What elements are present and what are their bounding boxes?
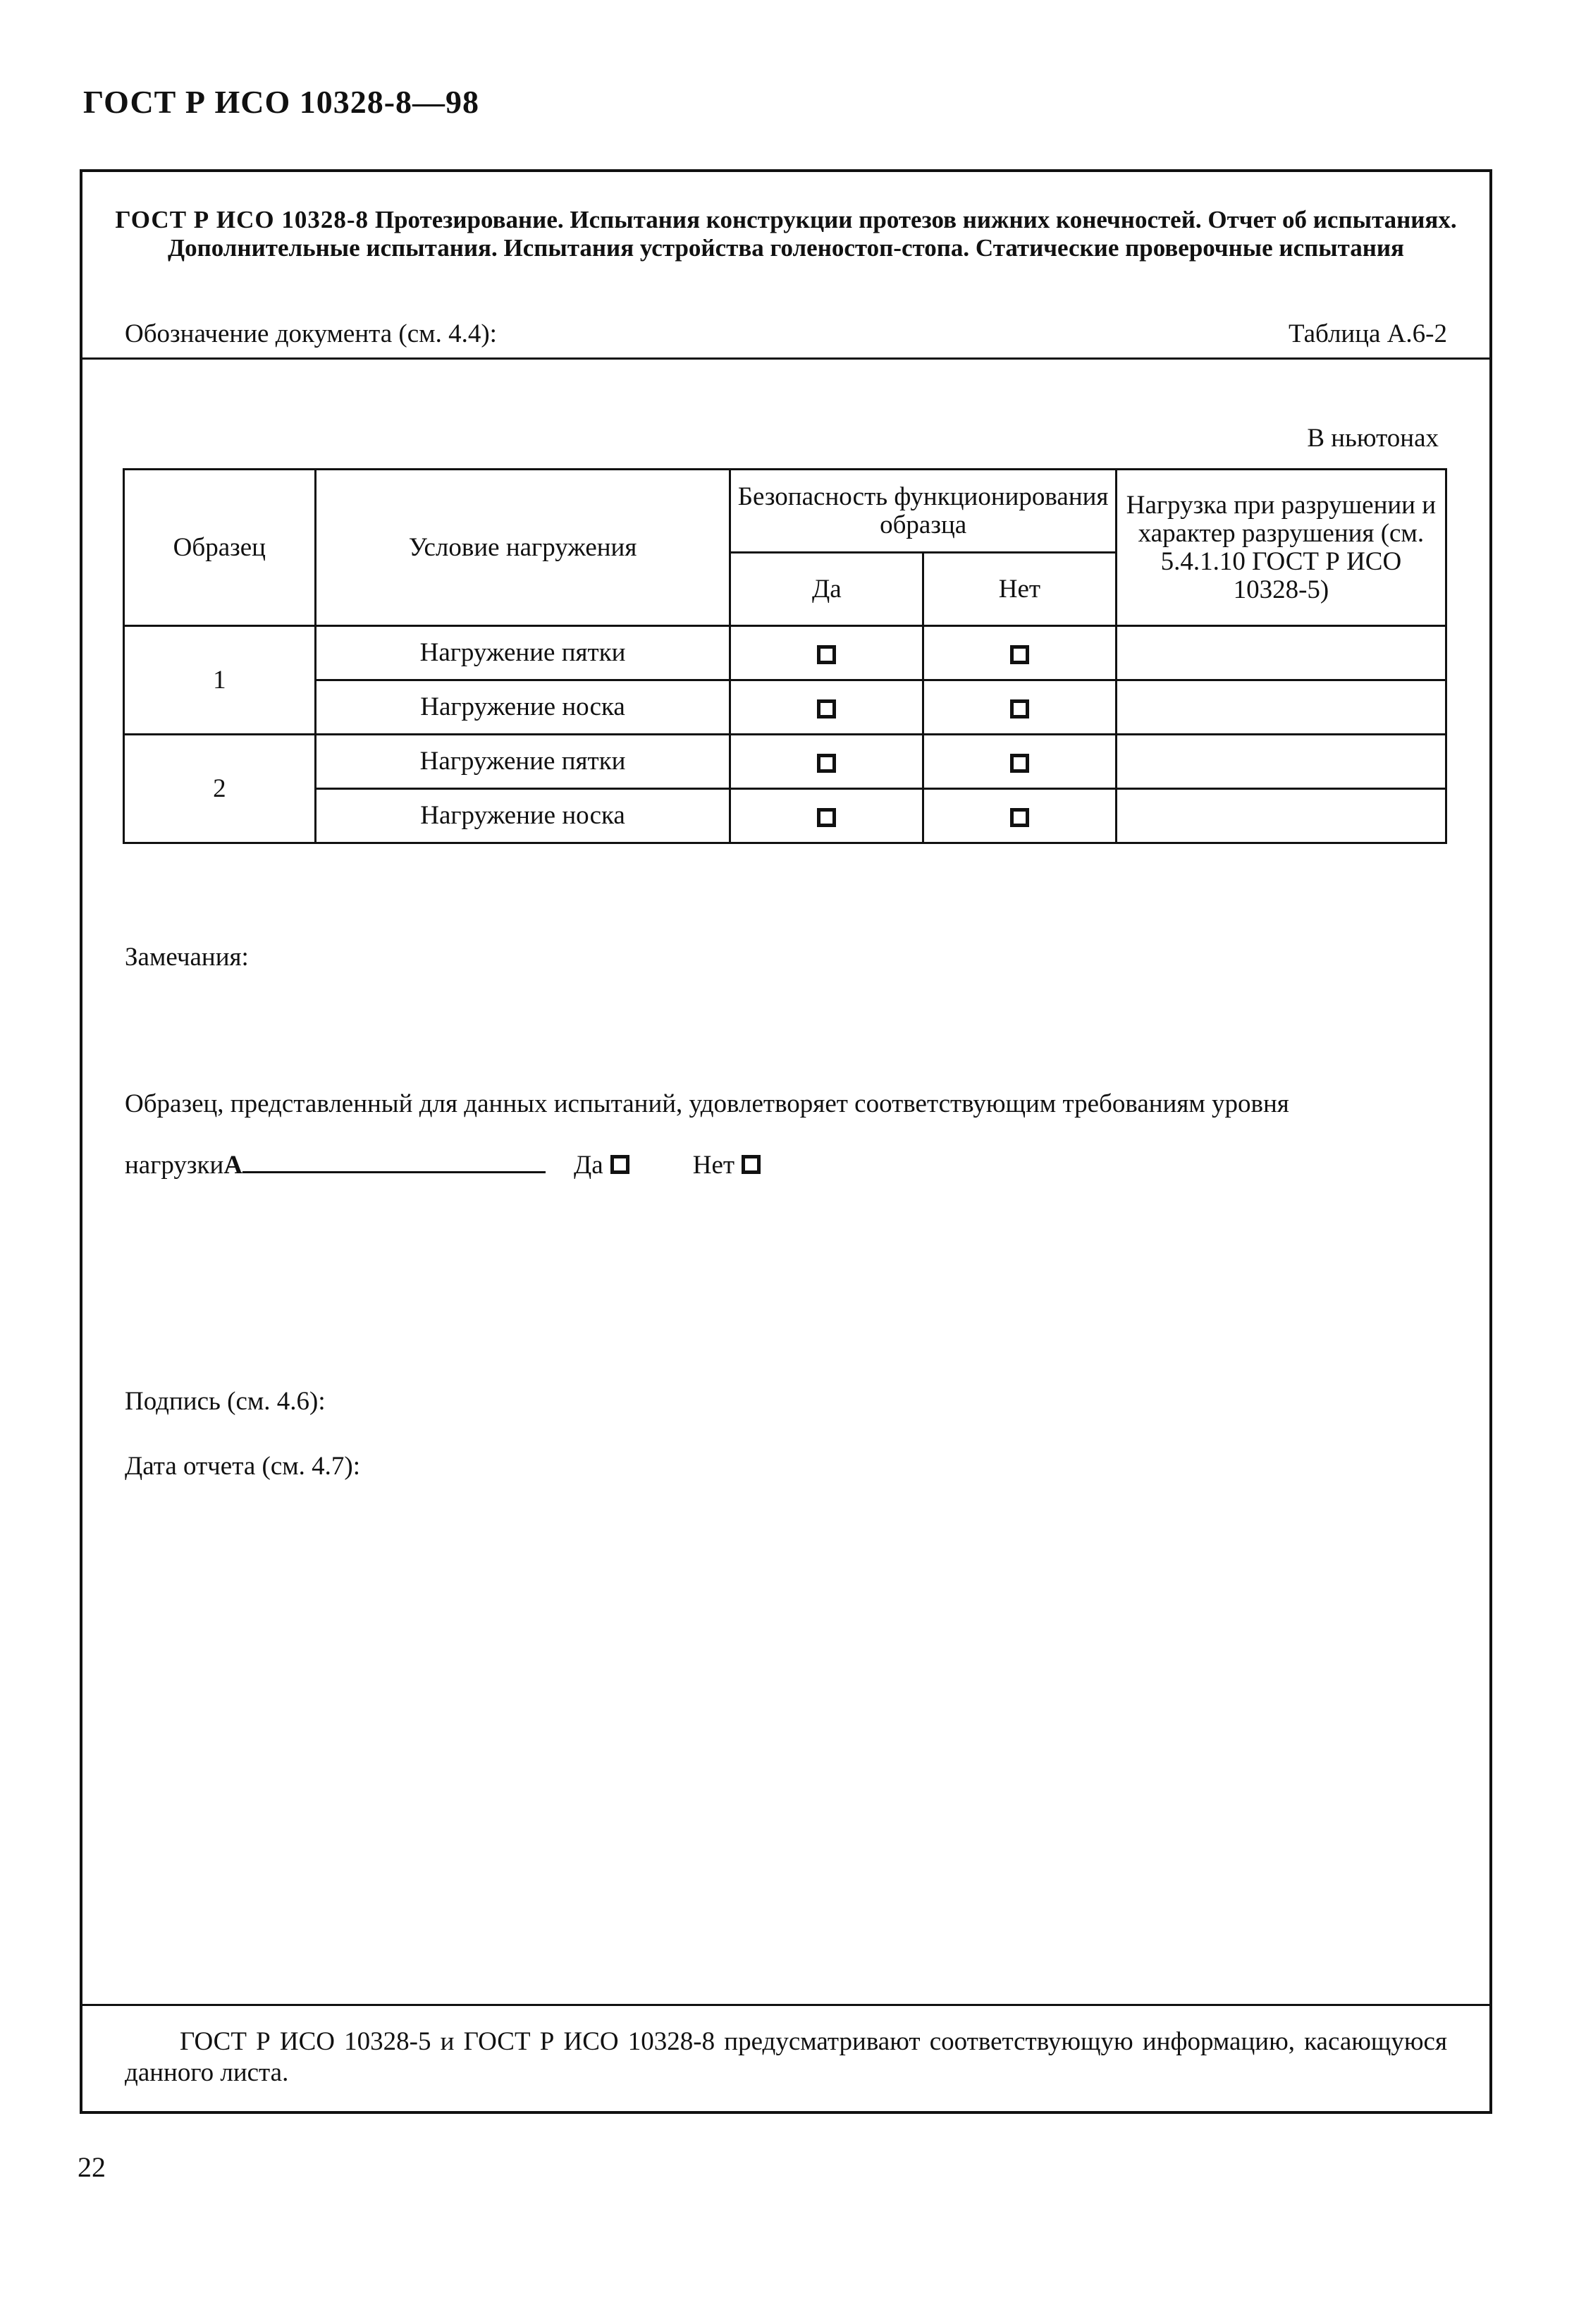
yes-cell bbox=[730, 735, 923, 789]
results-table bbox=[123, 468, 1447, 844]
header-failure-load: Нагрузка при разрушении и характер разрушения (см. 5.4.1.10 ГОСТ Р ИСО 10328-5) bbox=[1116, 470, 1446, 626]
failure-load-cell[interactable] bbox=[1116, 680, 1446, 735]
checkbox-yes[interactable] bbox=[817, 645, 836, 664]
condition-cell: Нагружение пятки bbox=[315, 735, 730, 789]
conformity-statement: Образец, представленный для данных испытаний, удовлетворяет соответствующим требованиям уровня bbox=[125, 1089, 1289, 1118]
footer-divider bbox=[82, 2004, 1489, 2006]
table-row bbox=[124, 789, 1446, 843]
table-id: Таблица А.6-2 bbox=[1288, 319, 1447, 348]
no-cell bbox=[923, 789, 1117, 843]
load-level-line bbox=[125, 1150, 824, 1180]
page-number: 22 bbox=[78, 2151, 106, 2183]
conformity-no-label: Нет bbox=[692, 1151, 735, 1180]
header-no: Нет bbox=[923, 553, 1117, 626]
yes-cell bbox=[730, 680, 923, 735]
footer-note: ГОСТ Р ИСО 10328-5 и ГОСТ Р ИСО 10328-8 предусматривают соответствующую информацию, касающуюся данного листа. bbox=[125, 2027, 1447, 2087]
yes-cell bbox=[730, 789, 923, 843]
report-title bbox=[111, 206, 1461, 262]
load-level-input[interactable] bbox=[242, 1150, 546, 1173]
sample-number-cell: 2 bbox=[124, 735, 316, 843]
checkbox-no[interactable] bbox=[1010, 699, 1029, 718]
failure-load-cell[interactable] bbox=[1116, 626, 1446, 680]
no-cell bbox=[923, 626, 1117, 680]
checkbox-no[interactable] bbox=[1010, 645, 1029, 664]
failure-load-cell[interactable] bbox=[1116, 789, 1446, 843]
header-safety: Безопасность функционирования образца bbox=[730, 470, 1116, 553]
table-row bbox=[124, 680, 1446, 735]
header-divider bbox=[82, 357, 1489, 360]
condition-cell: Нагружение пятки bbox=[315, 626, 730, 680]
remarks-label: Замечания: bbox=[125, 943, 249, 972]
document-designation-label: Обозначение документа (см. 4.4): bbox=[125, 319, 497, 348]
page-header-standard: ГОСТ Р ИСО 10328-8—98 bbox=[83, 84, 480, 120]
table-row bbox=[124, 735, 1446, 789]
report-date-label: Дата отчета (см. 4.7): bbox=[125, 1452, 361, 1481]
failure-load-cell[interactable] bbox=[1116, 735, 1446, 789]
yes-cell bbox=[730, 626, 923, 680]
checkbox-yes[interactable] bbox=[817, 699, 836, 718]
report-title-text: Протезирование. Испытания конструкции протезов нижних конечностей. Отчет об испытаниях. Дополнительные испытания. Испытания устройства голеностоп-стопа. Статические проверочные испытания bbox=[168, 206, 1457, 262]
no-cell bbox=[923, 680, 1117, 735]
condition-cell: Нагружение носка bbox=[315, 680, 730, 735]
load-level-label: нагрузки bbox=[125, 1151, 224, 1180]
document-designation-line bbox=[125, 319, 1447, 349]
conformity-yes-option bbox=[574, 1150, 629, 1180]
signature-label: Подпись (см. 4.6): bbox=[125, 1387, 326, 1416]
checkbox-no[interactable] bbox=[1010, 754, 1029, 773]
sample-number-cell: 1 bbox=[124, 626, 316, 735]
checkbox-conformity-no[interactable] bbox=[742, 1155, 761, 1174]
no-cell bbox=[923, 735, 1117, 789]
conformity-yes-label: Да bbox=[574, 1151, 603, 1180]
checkbox-yes[interactable] bbox=[817, 808, 836, 827]
checkbox-conformity-yes[interactable] bbox=[610, 1155, 629, 1174]
units-label: В ньютонах bbox=[1307, 424, 1439, 453]
header-sample: Образец bbox=[124, 470, 316, 626]
checkbox-yes[interactable] bbox=[817, 754, 836, 773]
checkbox-no[interactable] bbox=[1010, 808, 1029, 827]
report-frame bbox=[80, 169, 1492, 2114]
header-yes: Да bbox=[730, 553, 923, 626]
condition-cell: Нагружение носка bbox=[315, 789, 730, 843]
conformity-no-option bbox=[693, 1150, 761, 1180]
report-title-lead: ГОСТ Р ИСО 10328-8 bbox=[115, 206, 369, 233]
load-level-letter: А bbox=[223, 1151, 243, 1180]
table-row bbox=[124, 626, 1446, 680]
header-condition: Условие нагружения bbox=[315, 470, 730, 626]
